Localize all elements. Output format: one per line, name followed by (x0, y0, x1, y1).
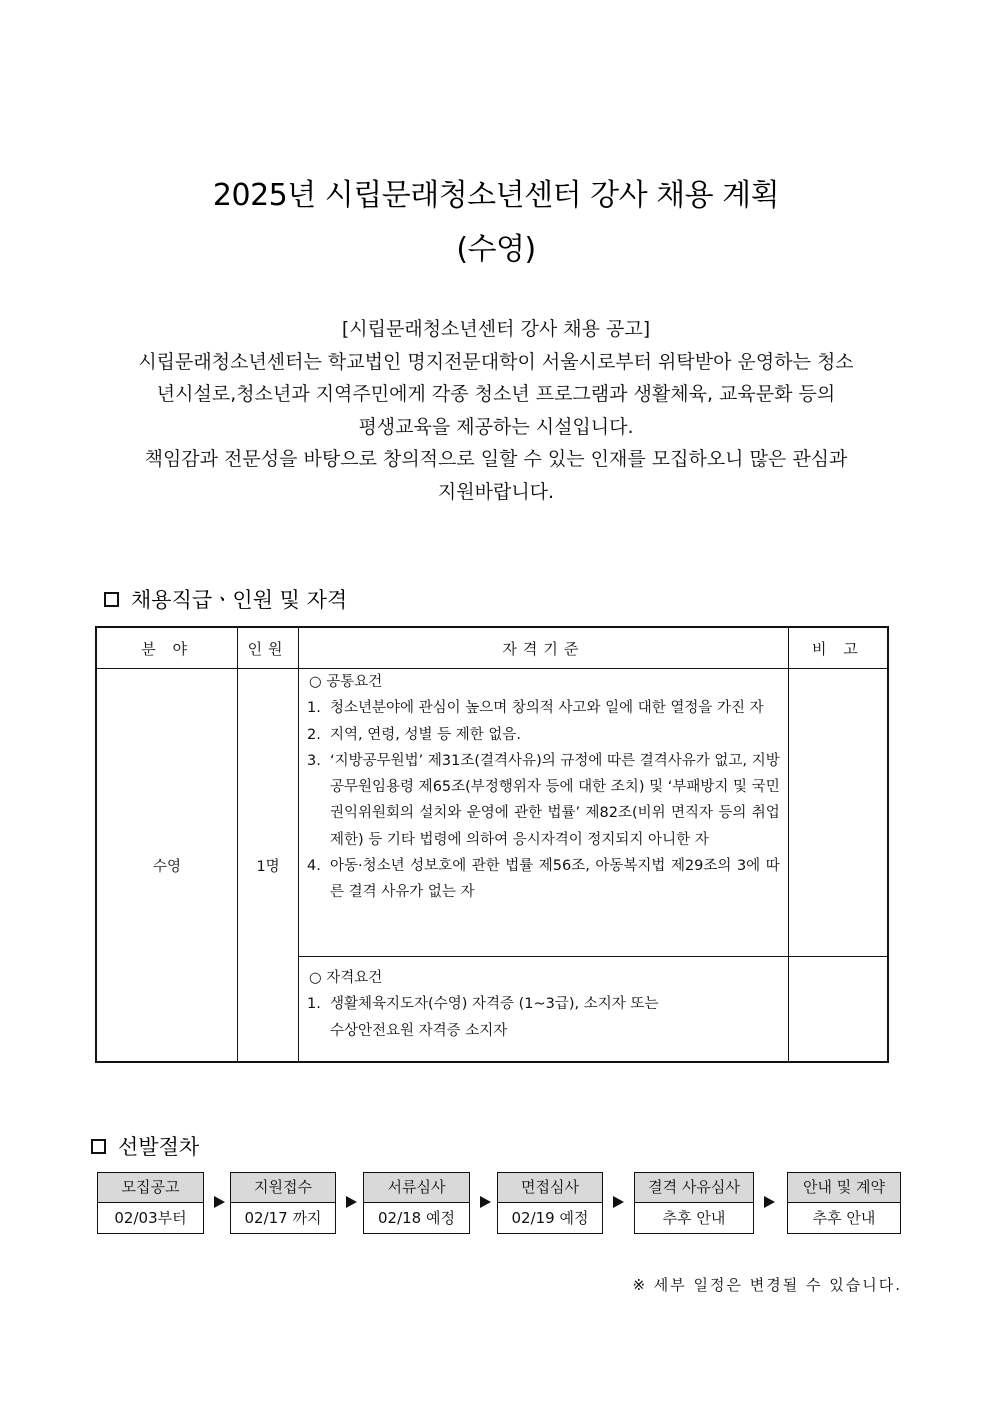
intro-line: 시립문래청소년센터는 학교법인 명지전문대학이 서울시로부터 위탁받아 운영하는 청소 (138, 350, 854, 373)
cell-qualification-requirements (299, 957, 789, 1063)
schedule-footnote: ※ 세부 일정은 변경될 수 있습니다. (632, 1276, 902, 1294)
selection-flow (97, 1172, 903, 1236)
list-item: 1. 청소년분야에 관심이 높으며 창의적 사고와 일에 대한 열정을 가진 자 (307, 700, 764, 717)
list-item: 3. ‘지방공무원법’ 제31조(결격사유)의 규정에 따른 결격사유가 없고, 지방공무원임용령 제65조(부정행위자 등에 대한 조치) 및 ‘부패방지 및 국민권익위원회의 설치와 운영에 관한 법률’ 제82조(비위 면직자 등의 취업제한) 등 기타 법령에 의하여 응시자격이 정지되지 아니한 자 (307, 752, 780, 848)
section-heading-label: 채용직급ㆍ인원 및 자격 (131, 588, 348, 612)
flow-step-date: 02/17 까지 (244, 1209, 322, 1227)
section-heading-qualifications (104, 584, 347, 614)
flow-step-date: 추후 안내 (662, 1209, 726, 1227)
flow-step-label: 결격 사유심사 (635, 1173, 753, 1203)
list-item: 1. 생활체육지도자(수영) 자격증 (1~3급), 소지자 또는 (307, 996, 659, 1013)
arrow-right-icon (480, 1196, 491, 1208)
square-bullet-icon (91, 1139, 106, 1154)
flow-step-label: 모집공고 (98, 1173, 203, 1203)
list-item: 4. 아동·청소년 성보호에 관한 법률 제56조, 아동복지법 제29조의 3에 따른 결격 사유가 없는 자 (307, 858, 780, 901)
flow-step-date: 추후 안내 (812, 1209, 876, 1227)
cell-note (788, 957, 888, 1063)
cell-note (788, 669, 888, 957)
flow-step-date: 02/19 예정 (511, 1209, 589, 1227)
cell-count: 1명 (238, 669, 299, 1063)
arrow-right-icon (764, 1196, 775, 1208)
section-heading-label: 선발절차 (118, 1135, 200, 1159)
flow-step (634, 1172, 754, 1234)
flow-step (97, 1172, 204, 1234)
intro-line: 년시설로,청소년과 지역주민에게 각종 청소년 프로그램과 생활체육, 교육문화 등의 (156, 383, 836, 405)
flow-step-label: 면접심사 (498, 1173, 602, 1203)
section-heading-selection (91, 1131, 199, 1161)
page-subtitle: (수영) (456, 232, 536, 267)
arrow-right-icon (214, 1196, 225, 1208)
cell-common-requirements (299, 669, 789, 957)
flow-step (230, 1172, 336, 1234)
header-criteria: 자격기준 (299, 627, 789, 669)
page-title: 2025년 시립문래청소년센터 강사 채용 계획 (212, 178, 780, 213)
intro-line: 평생교육을 제공하는 시설입니다. (358, 415, 634, 438)
flow-step (497, 1172, 603, 1234)
flow-step-label: 서류심사 (364, 1173, 469, 1203)
intro-line: 책임감과 전문성을 바탕으로 창의적으로 일할 수 있는 인재를 모집하오니 많은 관심과 (144, 448, 848, 470)
flow-step (363, 1172, 470, 1234)
qualification-heading: ○ 자격요건 (309, 970, 383, 986)
table-row (96, 669, 888, 957)
table-header-row (96, 627, 888, 669)
header-field: 분 야 (96, 627, 238, 669)
common-heading: ○ 공통요건 (309, 674, 383, 690)
list-item: 2. 지역, 연령, 성별 등 제한 없음. (307, 726, 521, 743)
list-item: 수상안전요원 자격증 소지자 (330, 1022, 508, 1039)
intro-line: 지원바랍니다. (437, 480, 555, 503)
flow-step-date: 02/03부터 (114, 1209, 187, 1227)
header-count: 인원 (238, 627, 299, 669)
flow-step-label: 지원접수 (231, 1173, 335, 1203)
flow-step (787, 1172, 901, 1234)
intro-text (90, 313, 902, 508)
square-bullet-icon (104, 592, 119, 607)
cell-field: 수영 (96, 669, 238, 1063)
intro-line: [시립문래청소년센터 강사 채용 공고] (341, 318, 651, 340)
header-note: 비 고 (788, 627, 888, 669)
arrow-right-icon (346, 1196, 357, 1208)
arrow-right-icon (613, 1196, 624, 1208)
qualification-table (95, 626, 889, 1063)
flow-step-label: 안내 및 계약 (788, 1173, 900, 1203)
flow-step-date: 02/18 예정 (378, 1209, 455, 1227)
